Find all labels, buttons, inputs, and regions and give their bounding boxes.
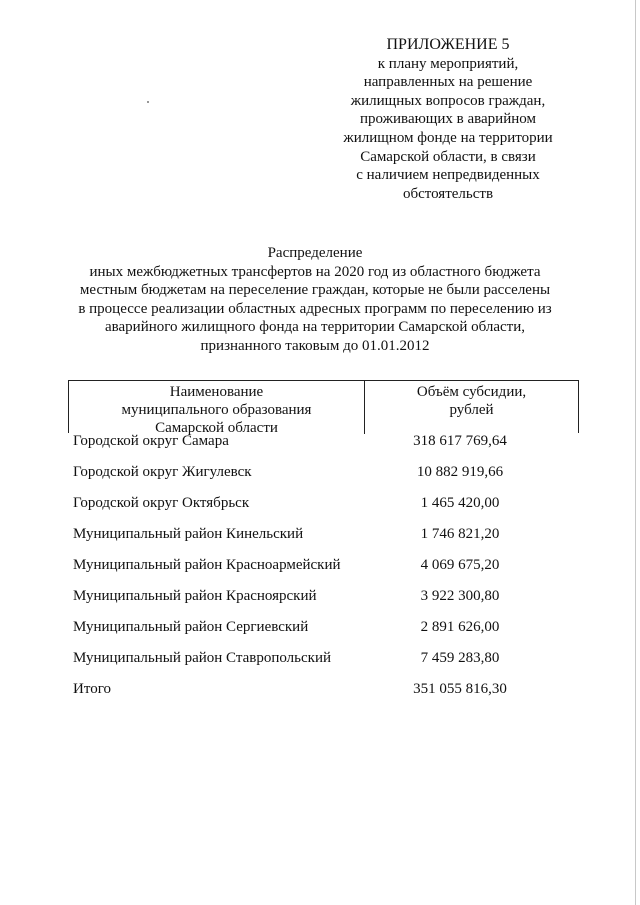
title-line: иных межбюджетных трансфертов на 2020 год из областного бюджета <box>89 263 541 280</box>
appendix-line: направленных на решение <box>363 74 533 91</box>
row-value: 3 922 300,80 <box>420 588 500 604</box>
appendix-line: проживающих в аварийном <box>360 111 536 128</box>
title-line: аварийного жилищного фонда на территории Самарской области, <box>104 319 525 336</box>
appendix-heading: ПРИЛОЖЕНИЕ 5 <box>386 36 510 53</box>
title-line: местным бюджетам на переселение граждан, которые не были расселены <box>79 282 551 299</box>
row-name: Городской округ Самара <box>73 433 229 449</box>
column-header-value-line: Объём субсидии, <box>416 384 527 400</box>
total-value: 351 055 816,30 <box>413 681 507 697</box>
row-value: 4 069 675,20 <box>420 557 500 573</box>
column-header-value <box>365 383 578 419</box>
row-value: 2 891 626,00 <box>420 619 500 635</box>
row-value: 7 459 283,80 <box>420 650 500 666</box>
table-row <box>73 619 573 650</box>
appendix-line: Самарской области, в связи <box>360 148 536 165</box>
column-header-value-line: рублей <box>449 402 494 418</box>
row-value: 1 746 821,20 <box>420 526 500 542</box>
column-header-name <box>69 383 364 437</box>
table-row-total <box>73 681 573 712</box>
page-edge <box>635 0 636 905</box>
row-name: Муниципальный район Красноармейский <box>73 557 341 573</box>
table-row <box>73 495 573 526</box>
row-value: 318 617 769,64 <box>413 433 507 449</box>
appendix-line: жилищном фонде на территории <box>343 129 553 146</box>
table-body <box>73 433 573 712</box>
table-row <box>73 433 573 464</box>
row-name: Муниципальный район Кинельский <box>73 526 304 542</box>
table-header <box>68 380 579 436</box>
table-row <box>73 588 573 619</box>
appendix-line: жилищных вопросов граждан, <box>350 92 546 109</box>
column-header-name-line: Наименование <box>169 384 264 400</box>
title-line: в процессе реализации областных адресных программ по переселению из <box>78 300 552 317</box>
appendix-line: к плану мероприятий, <box>377 55 519 72</box>
row-name: Городской округ Жигулевск <box>73 464 252 480</box>
document-title <box>60 244 570 356</box>
table-row <box>73 464 573 495</box>
table-row <box>73 526 573 557</box>
title-line: Распределение <box>267 245 363 261</box>
column-header-name-line: муниципального образования <box>121 402 312 418</box>
row-value: 10 882 919,66 <box>416 464 504 480</box>
scan-speck <box>147 101 149 103</box>
appendix-line: обстоятельств <box>402 185 494 202</box>
row-name: Муниципальный район Сергиевский <box>73 619 309 635</box>
table-row <box>73 557 573 588</box>
title-line: признанного таковым до 01.01.2012 <box>200 337 430 354</box>
table-row <box>73 650 573 681</box>
row-name: Муниципальный район Ставропольский <box>73 650 332 666</box>
row-name: Городской округ Октябрьск <box>73 495 250 511</box>
row-name: Муниципальный район Красноярский <box>73 588 317 604</box>
column-header-name-line: Самарской области <box>155 420 278 436</box>
appendix-block <box>330 36 566 203</box>
row-value: 1 465 420,00 <box>420 495 500 511</box>
appendix-line: с наличием непредвиденных <box>356 167 540 184</box>
total-label: Итого <box>73 681 111 697</box>
